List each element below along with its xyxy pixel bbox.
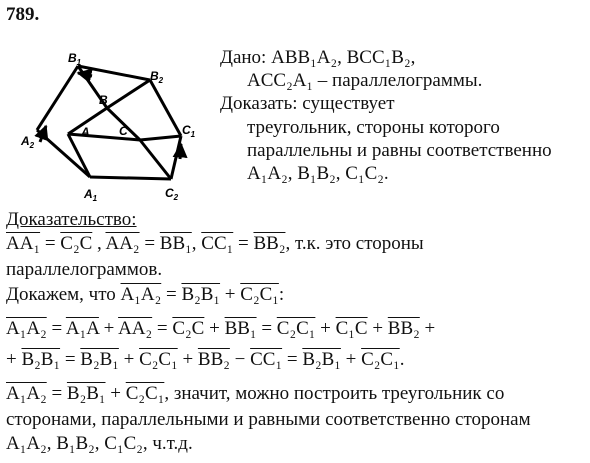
edge-a-a1 <box>68 134 90 177</box>
prove-label: Доказать: <box>220 93 298 114</box>
given-label: Дано: <box>220 47 267 68</box>
edge-c-c1 <box>140 136 181 140</box>
label-a2: $A_2$ <box>21 134 35 150</box>
proof-heading: Доказательство: <box>6 209 137 230</box>
label-b: B <box>99 93 108 107</box>
label-b1: $B_1$ <box>68 51 82 67</box>
problem-number: 789. <box>6 4 40 25</box>
given-block <box>220 46 590 216</box>
vector-c1-arrow <box>180 144 181 159</box>
proof-line-5: + B₂B₁ = B₂B₁ + C₂C₁ + BB₂ − CC₁ = B₂B₁ + C₂C₁. <box>6 349 405 370</box>
given-line-1: ABB₁A₂, BCC₁B₂, <box>271 47 416 68</box>
proof-line-3: Докажем, что A₁A₂ = B₂B₁ + C₂C₁: <box>6 284 285 305</box>
label-c1: $C_1$ <box>182 123 196 139</box>
proof-line-8: A₁A₂, B₁B₂, C₁C₂, ч.т.д. <box>6 433 193 454</box>
edge-b2-c1 <box>150 80 181 136</box>
proof-block <box>6 208 590 463</box>
proof-line-2: параллелограммов. <box>6 259 163 280</box>
prism-figure <box>20 46 216 218</box>
edge-c-c2 <box>140 140 171 179</box>
edge-b1-b2 <box>78 66 150 80</box>
label-a1: $A_1$ <box>84 187 98 203</box>
edge-b-b2 <box>107 80 150 108</box>
edge-a2-b1 <box>37 66 78 130</box>
proof-line-7: сторонами, параллельными и равными соответственно сторонам <box>6 409 531 430</box>
label-b2: $B_2$ <box>150 69 164 85</box>
prove-line-1: существует <box>302 93 395 114</box>
proof-line-6: A₁A₂ = B₂B₁ + C₂C₁, значит, можно построить треугольник со <box>6 383 505 404</box>
prove-line-4: A₁A₂, B₁B₂, C₁C₂. <box>247 163 389 184</box>
edge-c2-a1 <box>90 177 171 179</box>
prove-line-2: треугольник, стороны которого <box>247 117 500 138</box>
proof-line-1: AA₁ = C₂C , AA₂ = BB₁, CC₁ = BB₂, т.к. это стороны <box>6 233 424 254</box>
given-line-2: ACC₂A₁ – параллелограммы. <box>247 70 483 91</box>
proof-line-4: A₁A₂ = A₁A + AA₂ = C₂C + BB₁ = C₂C₁ + C₁C + BB₂ + <box>6 318 436 339</box>
prove-line-3: параллельны и равны соответственно <box>247 140 552 161</box>
label-c2: $C_2$ <box>165 186 179 202</box>
label-a: A <box>81 125 90 139</box>
vector-b1-arrow <box>78 73 92 76</box>
edge-a-c <box>68 134 140 140</box>
label-c: C <box>119 124 128 138</box>
